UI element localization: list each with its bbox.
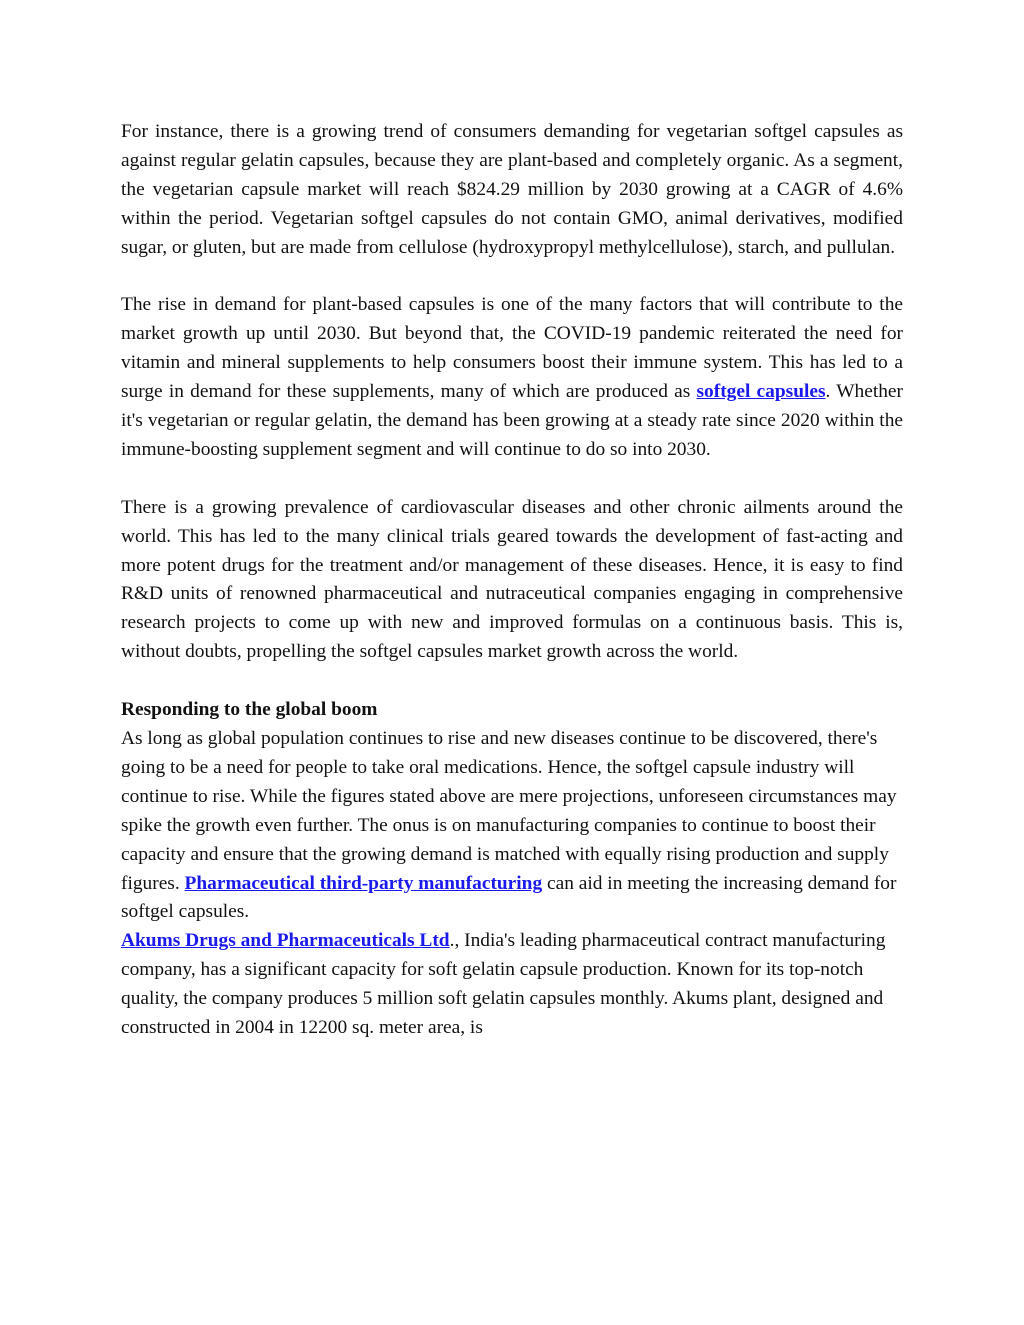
paragraph-vegetarian-capsules [121,118,903,263]
third-party-manufacturing-link[interactable]: Pharmaceutical third-party manufacturing [184,872,543,894]
paragraph-akums [121,927,903,1043]
paragraph-text: ., India's leading pharmaceutical contract manufacturing company, has a significant capacity for soft gelatin capsule production. Known for its top-notch quality, the company produces 5 million soft gelatin capsules monthly. Akums plant, designed and constructed in 2004 in 12200 sq. meter area, is [121,930,886,1039]
document-page [121,118,903,1043]
paragraph-text: For instance, there is a growing trend of consumers demanding for vegetarian softgel capsules as against regular gelatin capsules, because they are plant-based and completely organic. As a segment, the vegetarian capsule market will reach $824.29 million by 2030 growing at a CAGR of 4.6% within the period. Vegetarian softgel capsules do not contain GMO, animal derivatives, modified sugar, or gluten, but are made from cellulose (hydroxypropyl methylcellulose), starch, and pullulan. [121,121,903,258]
paragraph-text: . Whether it's vegetarian or regular gelatin, the demand has been growing at a steady rate since 2020 within the immune-boosting supplement segment and will continue to do so into 2030. [121,381,903,460]
paragraph-plant-based-demand [121,291,903,464]
paragraph-text: As long as global population continues to rise and new diseases continue to be discovered, there's going to be a need for people to take oral medications. Hence, the softgel capsule industry will continue to rise. While the figures stated above are mere projections, unforeseen circumstances may spike the growth even further. The onus is on manufacturing companies to continue to boost their capacity and ensure that the growing demand is matched with equally rising production and supply figures. [121,727,897,894]
softgel-capsules-link[interactable]: softgel capsules [696,381,826,403]
akums-drugs-link[interactable]: Akums Drugs and Pharmaceuticals Ltd [121,930,450,952]
paragraph-text: can aid in meeting the increasing demand for softgel capsules. [121,872,897,923]
paragraph-text: There is a growing prevalence of cardiovascular diseases and other chronic ailments around the world. This has led to the many clinical trials geared towards the development of fast-acting and more potent drugs for the treatment and/or management of these diseases. Hence, it is easy to find R&D units of renowned pharmaceutical and nutraceutical companies engaging in comprehensive research projects to come up with new and improved formulas on a continuous basis. This is, without doubts, propelling the softgel capsules market growth across the world. [121,496,903,663]
paragraph-chronic-diseases [121,494,903,667]
paragraph-text: The rise in demand for plant-based capsules is one of the many factors that will contribute to the market growth up until 2030. But beyond that, the COVID-19 pandemic reiterated the need for vitamin and mineral supplements to help consumers boost their immune system. This has led to a surge in demand for these supplements, many of which are produced as [121,294,903,403]
paragraph-global-boom [121,725,903,927]
section-heading: Responding to the global boom [121,699,378,721]
